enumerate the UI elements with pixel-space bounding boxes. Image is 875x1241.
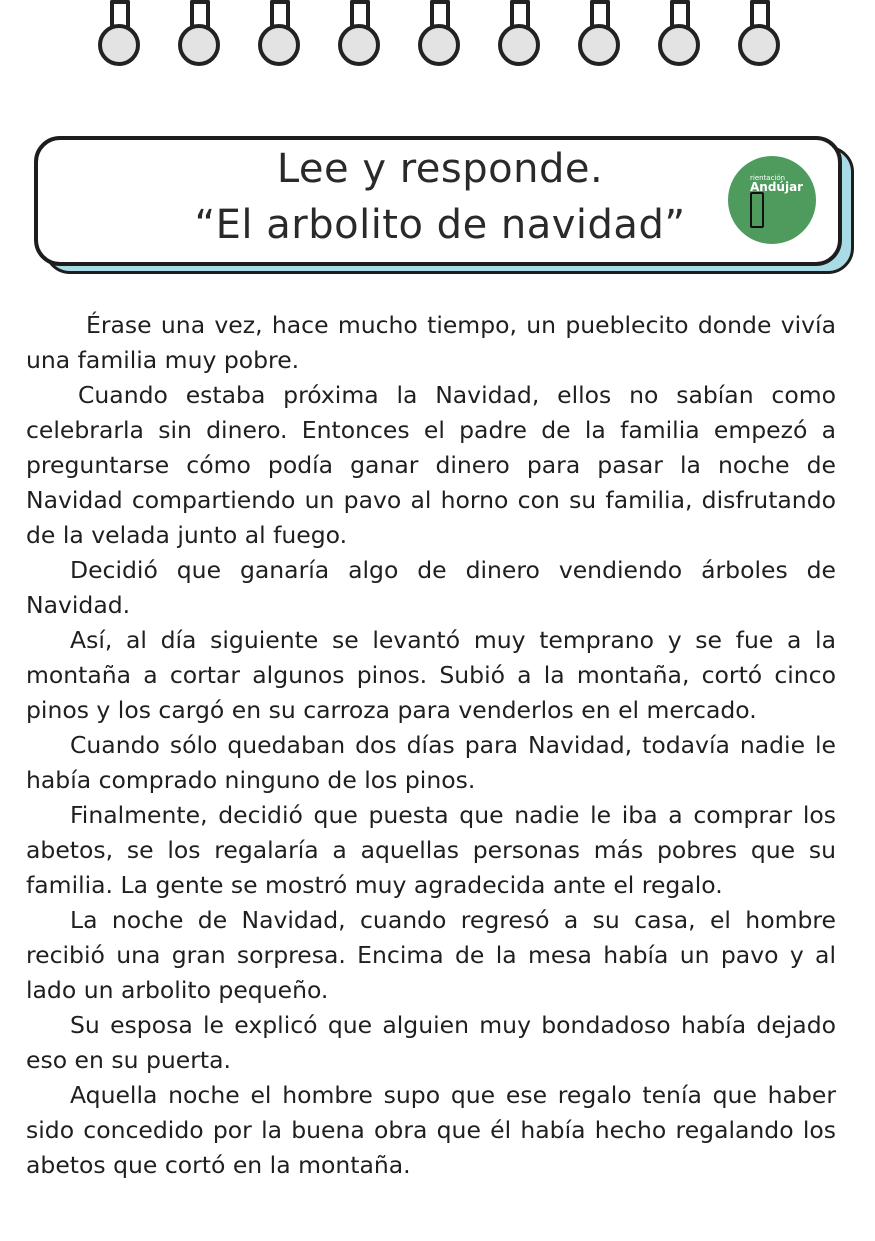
- spiral-binding: [0, 0, 875, 80]
- page-title: Lee y responde.: [276, 146, 604, 192]
- spiral-ring: [736, 0, 780, 70]
- story-title: “El arbolito de navidad”: [194, 202, 686, 248]
- spiral-ring: [256, 0, 300, 70]
- story-paragraph: Finalmente, decidió que puesta que nadie le iba a comprar los abetos, se los regalaría a aquellas personas más pobres que su familia. La gente se mostró muy agradecida ante el regalo.: [26, 801, 836, 899]
- story-paragraph: La noche de Navidad, cuando regresó a su casa, el hombre recibió una gran sorpresa. Encima de la mesa había un pavo y al lado un arbolito pequeño.: [26, 906, 836, 1004]
- pencil-logo-icon: [750, 192, 764, 228]
- logo-small-text: rientación: [750, 174, 786, 182]
- spiral-ring: [656, 0, 700, 70]
- story-text: [26, 308, 836, 1183]
- spiral-ring: [416, 0, 460, 70]
- spiral-ring: [96, 0, 140, 70]
- spiral-ring: [496, 0, 540, 70]
- story-paragraph: Aquella noche el hombre supo que ese regalo tenía que haber sido concedido por la buena obra que él había hecho regalando los abetos que cortó en la montaña.: [26, 1081, 836, 1179]
- story-paragraph: Su esposa le explicó que alguien muy bondadoso había dejado eso en su puerta.: [26, 1011, 836, 1074]
- story-paragraph: Decidió que ganaría algo de dinero vendiendo árboles de Navidad.: [26, 556, 836, 619]
- spiral-ring: [336, 0, 380, 70]
- story-paragraph: Así, al día siguiente se levantó muy temprano y se fue a la montaña a cortar algunos pinos. Subió a la montaña, cortó cinco pinos y los cargó en su carroza para venderlos en el mercado.: [26, 626, 836, 724]
- logo-big-text: Andújar: [750, 180, 804, 194]
- story-paragraph: Cuando sólo quedaban dos días para Navidad, todavía nadie le había comprado ninguno de los pinos.: [26, 731, 836, 794]
- spiral-ring: [176, 0, 220, 70]
- logo-badge: [728, 156, 816, 244]
- story-paragraph: Cuando estaba próxima la Navidad, ellos no sabían como celebrarla sin dinero. Entonces el padre de la familia empezó a preguntarse cómo podía ganar dinero para pasar la noche de Navidad compartiendo un pavo al horno con su familia, disfrutando de la velada junto al fuego.: [26, 381, 836, 549]
- story-paragraph: Érase una vez, hace mucho tiempo, un pueblecito donde vivía una familia muy pobre.: [26, 311, 836, 374]
- spiral-ring: [576, 0, 620, 70]
